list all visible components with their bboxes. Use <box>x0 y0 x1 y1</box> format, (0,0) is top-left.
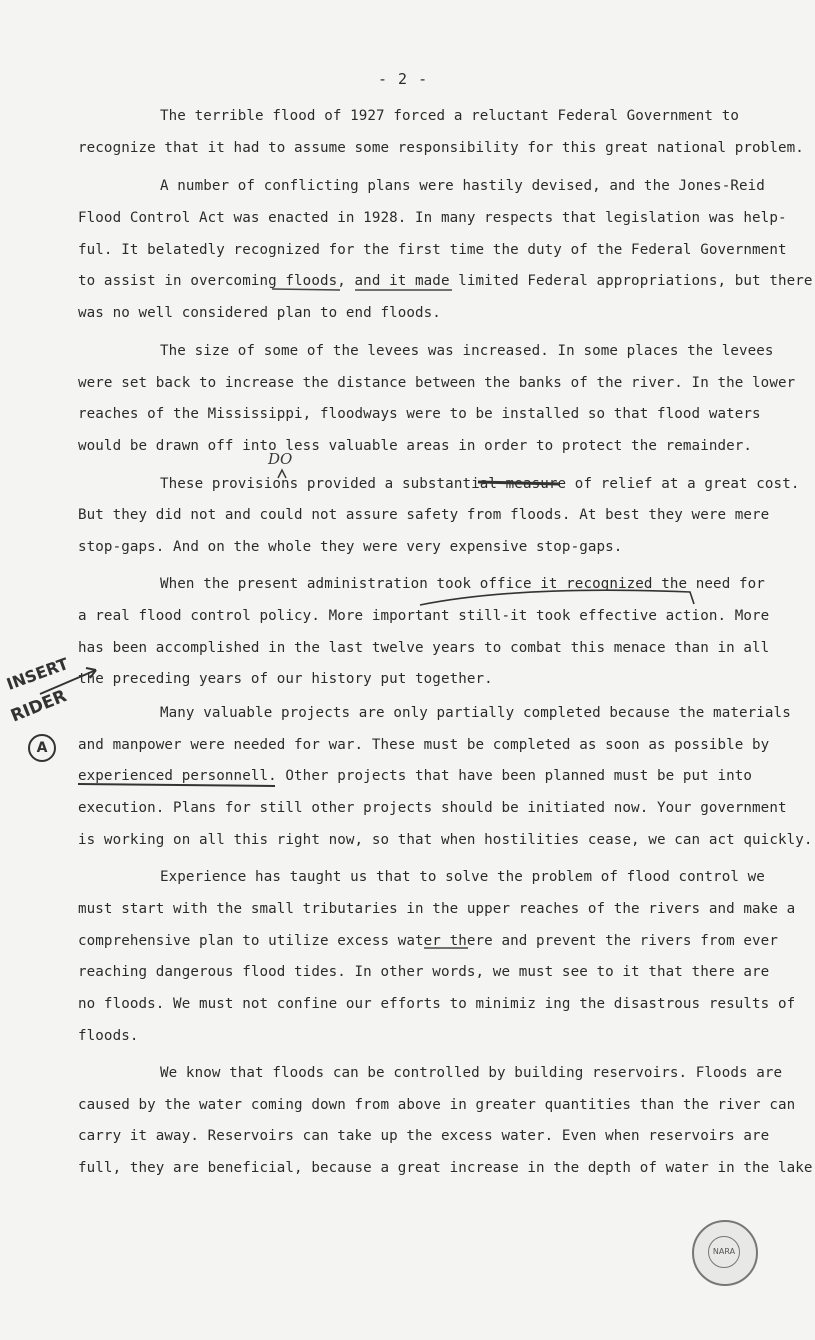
margin-circle-note: A <box>28 734 56 762</box>
text-line: and manpower were needed for war. These must be completed as soon as possible by <box>78 737 770 753</box>
text-line: Many valuable projects are only partially completed because the materials <box>160 705 791 721</box>
text-line: But they did not and could not assure safety from floods. At best they were mere <box>78 507 770 523</box>
text-line: carry it away. Reservoirs can take up the excess water. Even when reservoirs are <box>78 1128 770 1144</box>
text-line: the preceding years of our history put together. <box>78 671 493 687</box>
margin-rider-note: RIDER <box>8 686 70 727</box>
text-line: ful. It belatedly recognized for the first time the duty of the Federal Government <box>78 242 787 258</box>
text-line: would be drawn off into less valuable areas in order to protect the remainder. <box>78 438 753 454</box>
text-line: recognize that it had to assume some responsibility for this great national problem. <box>78 140 804 156</box>
archive-stamp <box>692 1220 758 1286</box>
handwritten-do: DO <box>268 450 293 468</box>
text-line: no floods. We must not confine our efforts to minimiz ing the disastrous results of <box>78 996 796 1012</box>
text-line: The size of some of the levees was increased. In some places the levees <box>160 343 774 359</box>
text-line: These provisions provided a substantial measure of relief at a great cost. <box>160 476 800 492</box>
text-line: experienced personnell. Other projects that have been planned must be put into <box>78 768 753 784</box>
text-line: stop-gaps. And on the whole they were very expensive stop-gaps. <box>78 539 623 555</box>
text-line: execution. Plans for still other projects should be initiated now. Your government <box>78 800 787 816</box>
text-line: reaches of the Mississippi, floodways were to be installed so that flood waters <box>78 406 761 422</box>
text-line: floods. <box>78 1028 139 1044</box>
margin-insert-note: INSERT <box>4 654 71 694</box>
text-line: is working on all this right now, so that when hostilities cease, we can act quickly. <box>78 832 813 848</box>
text-line: comprehensive plan to utilize excess water there and prevent the rivers from ever <box>78 933 778 949</box>
text-line: A number of conflicting plans were hastily devised, and the Jones-Reid <box>160 178 765 194</box>
text-line: a real flood control policy. More important still-it took effective action. More <box>78 608 770 624</box>
text-line: must start with the small tributaries in the upper reaches of the rivers and make a <box>78 901 796 917</box>
text-line: was no well considered plan to end floods. <box>78 305 441 321</box>
underline-mark <box>272 289 452 290</box>
text-line: When the present administration took office it recognized the need for <box>160 576 765 592</box>
text-line: caused by the water coming down from above in greater quantities than the river can <box>78 1097 796 1113</box>
text-line: Experience has taught us that to solve the problem of flood control we <box>160 869 765 885</box>
text-line: Flood Control Act was enacted in 1928. In many respects that legislation was help- <box>78 210 787 226</box>
text-line: full, they are beneficial, because a great increase in the depth of water in the lake <box>78 1160 813 1176</box>
stamp-seal-icon: NARA <box>708 1236 740 1268</box>
underline-mark <box>78 784 275 786</box>
text-line: were set back to increase the distance between the banks of the river. In the lower <box>78 375 796 391</box>
text-line: has been accomplished in the last twelve years to combat this menace than in all <box>78 640 770 656</box>
text-line: The terrible flood of 1927 forced a reluctant Federal Government to <box>160 108 739 124</box>
text-line: reaching dangerous flood tides. In other words, we must see to it that there are <box>78 964 770 980</box>
page-number: - 2 - <box>378 70 429 88</box>
text-line: to assist in overcoming floods, and it made limited Federal appropriations, but there <box>78 273 813 289</box>
text-line: We know that floods can be controlled by building reservoirs. Floods are <box>160 1065 783 1081</box>
edit-curve-mark <box>420 590 694 605</box>
